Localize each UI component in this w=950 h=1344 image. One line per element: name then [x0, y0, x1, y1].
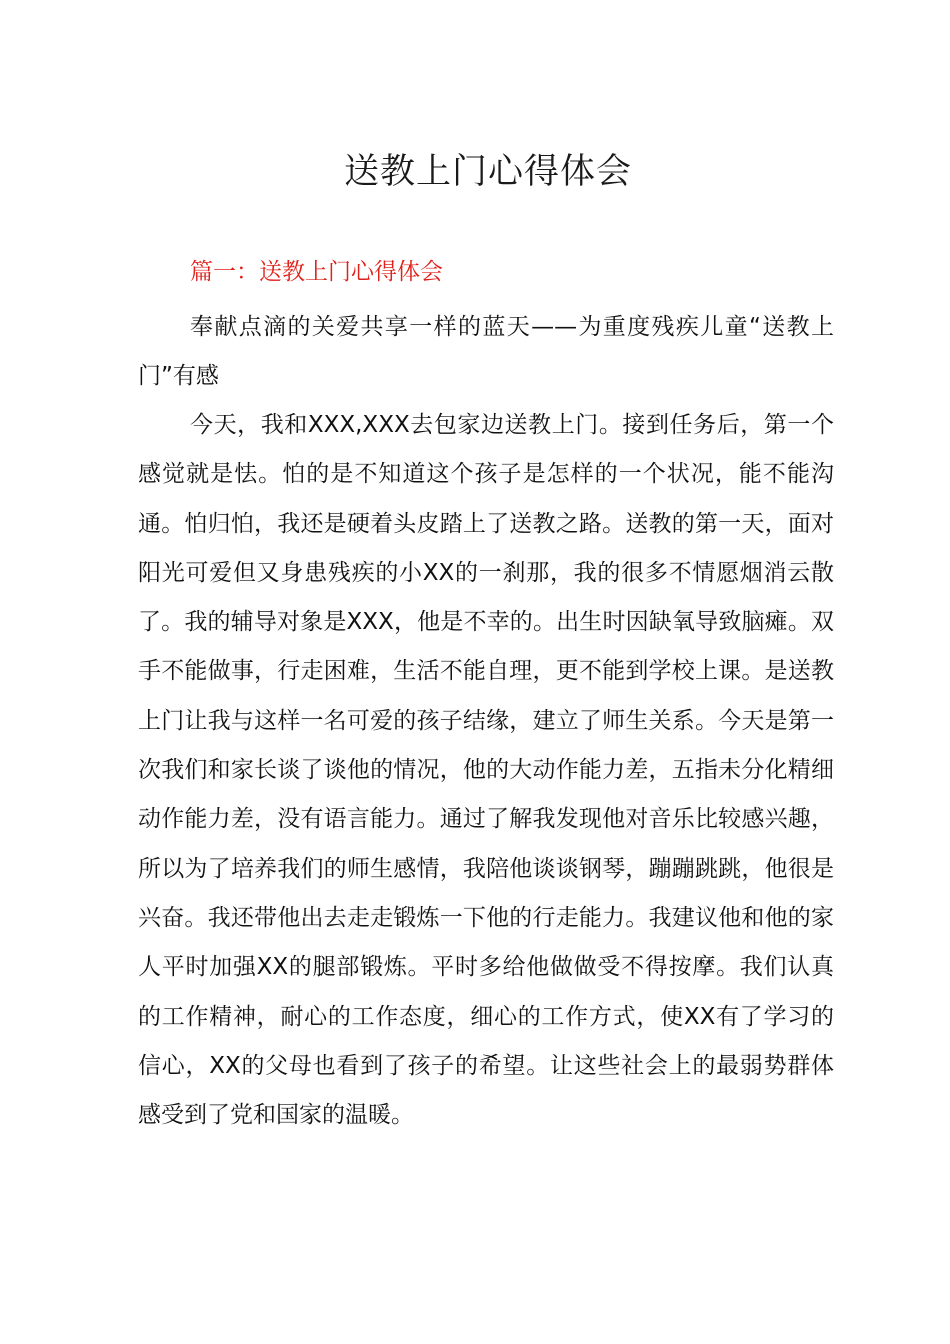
intro-paragraph: 奉献点滴的关爱共享一样的蓝天——为重度残疾儿童“送教上门”有感	[138, 314, 834, 390]
document-title: 送教上门心得体会	[343, 152, 632, 192]
section-heading: 篇一：送教上门心得体会	[190, 259, 443, 285]
body-paragraph: 今天，我和XXX,XXX去包家边送教上门。接到任务后，第一个感觉就是怯。怕的是不知道这个孩子是怎样的一个状况，能不能沟通。怕归怕，我还是硬着头皮踏上了送教之路。送教的第一天，面对阳光可爱但又身患残疾的小XX的一刹那，我的很多不情愿烟消云散了。我的辅导对象是XXX，他是不幸的。出生时因缺氧导致脑瘫。双手不能做事，行走困难，生活不能自理，更不能到学校上课。是送教上门让我与这样一名可爱的孩子结缘，建立了师生关系。今天是第一次我们和家长谈了谈他的情况，他的大动作能力差，五指未分化精细动作能力差，没有语言能力。通过了解我发现他对音乐比较感兴趣，所以为了培养我们的师生感情，我陪他谈谈钢琴，蹦蹦跳跳，他很是兴奋。我还带他出去走走锻炼一下他的行走能力。我建议他和他的家人平时加强XX的腿部锻炼。平时多给他做做受不得按摩。我们认真的工作精神，耐心的工作态度，细心的工作方式，使XX有了学习的信心，XX的父母也看到了孩子的希望。让这些社会上的最弱势群体感受到了党和国家的温暖。	[138, 412, 834, 1129]
